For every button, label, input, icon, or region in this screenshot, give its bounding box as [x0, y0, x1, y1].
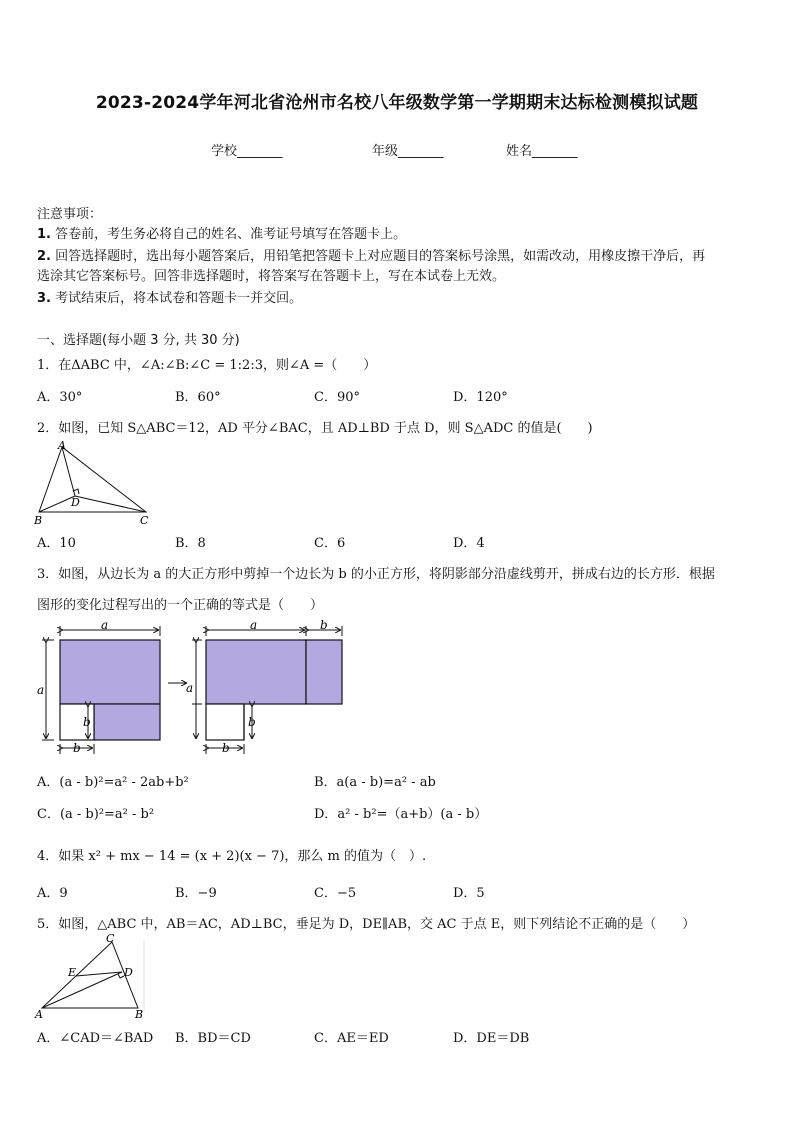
label-d: D: [71, 496, 80, 509]
section-heading: 一、选择题(每小题 3 分, 共 30 分): [37, 333, 240, 348]
q4-option-d: D．5: [453, 886, 485, 901]
notice-item-2-line1: 回答选择题时，选出每小题答案后，用铅笔把答题卡上对应题目的答案标号涂黑，如需改动，用橡皮擦干净后，再: [50, 249, 706, 264]
notice-item-2-num: 2.: [37, 249, 51, 264]
notice-item-2-line2: 选涂其它答案标号。回答非选择题时，将答案写在答题卡上，写在本试卷上无效。: [37, 269, 506, 284]
q5-option-c: C．AE＝ED: [314, 1031, 389, 1046]
label-b-bottom-right: b: [222, 741, 230, 755]
q5-stem: 5．如图，△ABC 中，AB＝AC，AD⊥BC，垂足为 D，DE∥AB，交 AC 于点 E，则下列结论不正确的是（ ）: [37, 917, 696, 932]
rectangle-right: [206, 640, 342, 740]
label-c: C: [106, 932, 115, 945]
q5-option-b: B．BD＝CD: [175, 1031, 251, 1046]
page-title: 2023-2024学年河北省沧州市名校八年级数学第一学期期末达标检测模拟试题: [95, 93, 699, 113]
label-b-inner: b: [83, 715, 91, 729]
q4-option-a: A．9: [37, 886, 68, 901]
q5-option-a: A．∠CAD＝∠BAD: [37, 1031, 154, 1046]
label-b: B: [135, 1008, 144, 1020]
q1-option-c: C．90°: [314, 390, 360, 405]
notice-item-1: [37, 223, 406, 242]
name-field: 姓名_______: [506, 144, 578, 159]
q2-stem: 2．如图，已知 S△ABC＝12，AD 平分∠BAC，且 AD⊥BD 于点 D，则 S△ADC 的值是( ): [37, 421, 593, 436]
q1-option-b: B．60°: [175, 390, 221, 405]
label-b: B: [34, 514, 43, 526]
q2-option-d: D．4: [453, 536, 485, 551]
segment-bd: [39, 496, 75, 512]
q3-stem-line1: 3．如图，从边长为 a 的大正方形中剪掉一个边长为 b 的小正方形，将阴影部分沿虚线剪开，拼成右边的长方形．根据: [37, 567, 715, 582]
notice-heading: 注意事项：: [37, 207, 103, 222]
q4-option-c: C．−5: [314, 886, 357, 901]
q3-option-b: B．a(a - b)=a² - ab: [314, 775, 436, 790]
notice-item-3: [37, 287, 302, 306]
q1-stem: 1．在ΔABC 中，∠A:∠B:∠C = 1:2:3，则∠A =（ ）: [37, 358, 377, 373]
q3-option-c: C．(a - b)²=a² - b²: [37, 807, 155, 822]
notice-item-1-num: 1.: [37, 227, 51, 242]
q3-stem-line2: 图形的变化过程写出的一个正确的等式是（ ）: [37, 598, 324, 613]
q4-stem: 4．如果 x² + mx − 14 = (x + 2)(x − 7)，那么 m 的值为（ ）.: [37, 849, 427, 864]
label-a-top: a: [101, 620, 109, 632]
label-b-top-right: b: [320, 620, 328, 632]
label-d: D: [124, 966, 133, 979]
segment-ad: [62, 447, 75, 496]
q3-option-a: A．(a - b)²=a² - 2ab+b²: [37, 775, 189, 790]
q1-option-d: D．120°: [453, 390, 508, 405]
q2-option-b: B．8: [175, 536, 206, 551]
q2-option-c: C．6: [314, 536, 346, 551]
triangle-abc: [39, 447, 146, 512]
label-b-inner-right: b: [248, 715, 256, 729]
label-a: A: [58, 440, 66, 452]
q5-triangle-figure: [34, 932, 154, 1020]
notice-item-3-num: 3.: [37, 291, 51, 306]
label-a-left-right: a: [186, 681, 194, 695]
q2-option-a: A．10: [37, 536, 76, 551]
q2-triangle-figure: [34, 440, 154, 526]
grade-field: 年级_______: [372, 144, 444, 159]
label-a-top-right: a: [250, 620, 258, 632]
segment-ad: [42, 972, 122, 1008]
big-square-left: [60, 640, 160, 740]
label-a: A: [35, 1008, 43, 1020]
q4-option-b: B．−9: [175, 886, 217, 901]
q3-square-figure: [34, 620, 354, 760]
school-field: 学校_______: [211, 144, 283, 159]
notice-item-2: [37, 245, 705, 264]
notice-item-1-text: 答卷前，考生务必将自己的姓名、准考证号填写在答题卡上。: [50, 227, 407, 242]
label-c: C: [140, 514, 149, 526]
label-e: E: [68, 966, 77, 979]
notice-item-3-text: 考试结束后，将本试卷和答题卡一并交回。: [50, 291, 303, 306]
q3-option-d: D．a² - b²=（a+b）(a - b）: [314, 807, 488, 822]
q5-option-d: D．DE＝DB: [453, 1031, 530, 1046]
label-b-bottom: b: [73, 741, 81, 755]
q1-option-a: A．30°: [37, 390, 83, 405]
label-a-left: a: [37, 683, 45, 697]
